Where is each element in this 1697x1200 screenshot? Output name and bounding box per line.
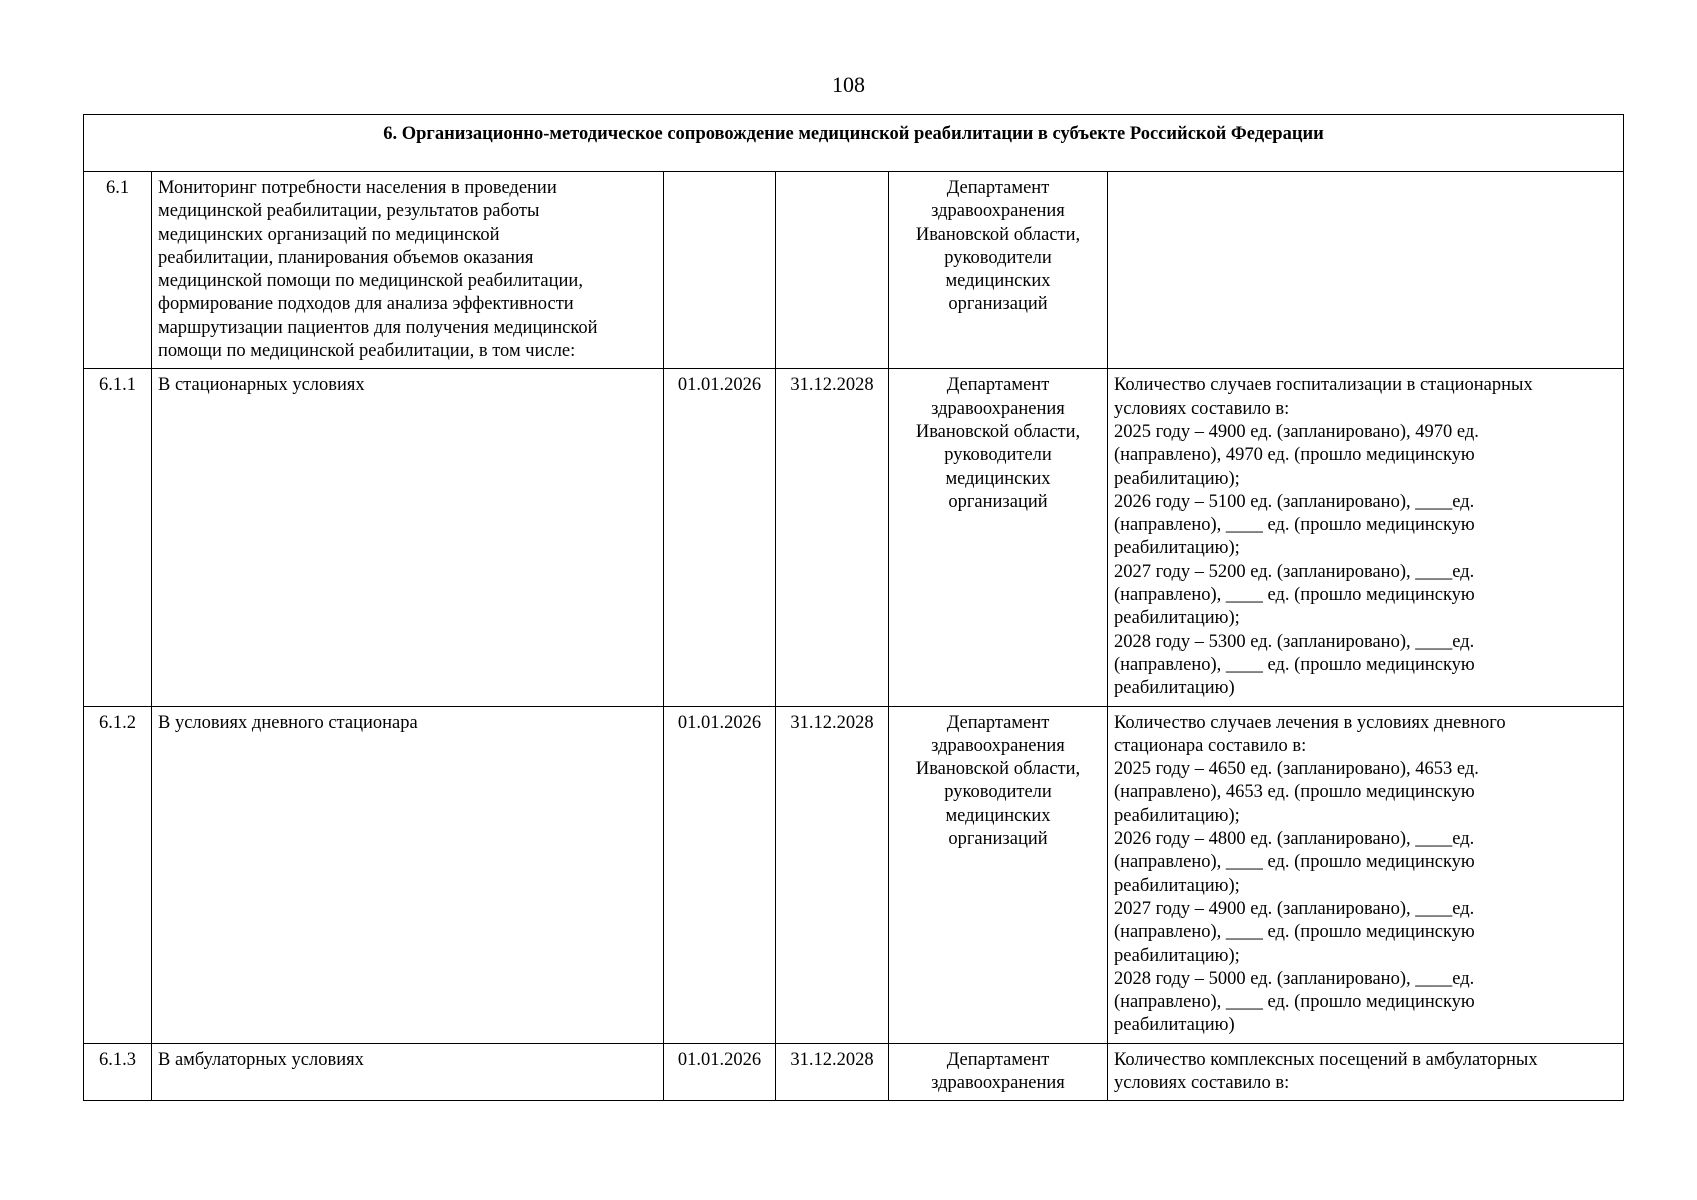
result	[1108, 172, 1624, 369]
row-description	[152, 1043, 664, 1101]
start-date: 01.01.2026	[664, 1043, 776, 1101]
result-line: 2028 году – 5000 ед. (запланировано), ____ед.	[1114, 968, 1475, 989]
result-line: реабилитацию);	[1114, 538, 1240, 559]
description-line: реабилитации, планирования объемов оказания	[158, 247, 534, 268]
measures-table	[83, 114, 1624, 1101]
table-row	[84, 706, 1624, 1043]
end-date: 31.12.2028	[776, 369, 889, 706]
description-line: помощи по медицинской реабилитации, в том числе:	[158, 341, 576, 362]
result	[1108, 369, 1624, 706]
responsible-line: здравоохранения	[931, 398, 1065, 419]
row-description	[152, 706, 664, 1043]
result-line: реабилитацию);	[1114, 468, 1240, 489]
result-line: 2025 году – 4900 ед. (запланировано), 4970 ед.	[1114, 421, 1479, 442]
description-line: Мониторинг потребности населения в проведении	[158, 178, 557, 198]
end-date: 31.12.2028	[776, 1043, 889, 1101]
responsible-line: организаций	[948, 829, 1048, 850]
result-line: Количество комплексных посещений в амбулаторных	[1114, 1049, 1538, 1070]
result	[1108, 1043, 1624, 1101]
result-line: (направлено), ____ ед. (прошло медицинскую	[1114, 585, 1475, 606]
responsible-line: организаций	[948, 294, 1048, 315]
result-line: (направлено), ____ ед. (прошло медицинскую	[1114, 654, 1475, 675]
row-number: 6.1.2	[84, 706, 152, 1043]
result-line: 2026 году – 4800 ед. (запланировано), ____ед.	[1114, 829, 1475, 850]
result-line: условиях составило в:	[1114, 1072, 1290, 1093]
responsible-line: медицинских	[945, 805, 1051, 826]
result-line: реабилитацию);	[1114, 608, 1240, 629]
result-line: 2025 году – 4650 ед. (запланировано), 4653 ед.	[1114, 759, 1479, 780]
result-line: условиях составило в:	[1114, 398, 1290, 419]
result-line: реабилитацию)	[1114, 678, 1235, 699]
end-date: 31.12.2028	[776, 706, 889, 1043]
result-line: стационара составило в:	[1114, 735, 1307, 756]
result-line: реабилитацию)	[1114, 1015, 1235, 1036]
responsible-line: руководители	[944, 247, 1052, 268]
responsible	[889, 706, 1108, 1043]
result-line: (направлено), ____ ед. (прошло медицинскую	[1114, 922, 1475, 943]
row-description	[152, 172, 664, 369]
responsible-line: руководители	[944, 445, 1052, 466]
description-line: формирование подходов для анализа эффективности	[158, 294, 574, 315]
result-line: (направлено), ____ ед. (прошло медицинскую	[1114, 515, 1475, 536]
responsible-line: здравоохранения	[931, 735, 1065, 756]
section-header-row	[84, 115, 1624, 172]
responsible-line: руководители	[944, 782, 1052, 803]
responsible-line: Департамент	[946, 1049, 1050, 1070]
responsible-line: медицинских	[945, 271, 1051, 292]
description-line: медицинской реабилитации, результатов работы	[158, 201, 540, 222]
result-line: Количество случаев лечения в условиях дневного	[1114, 712, 1506, 733]
responsible-line: Ивановской области,	[915, 421, 1081, 442]
description-line: В условиях дневного стационара	[158, 712, 418, 733]
result-line: 2026 году – 5100 ед. (запланировано), ____ед.	[1114, 491, 1475, 512]
result-line: (направлено), 4653 ед. (прошло медицинскую	[1114, 782, 1475, 803]
result-line: 2027 году – 4900 ед. (запланировано), ____ед.	[1114, 898, 1475, 919]
responsible-line: Департамент	[946, 178, 1050, 198]
responsible-line: Ивановской области,	[915, 224, 1081, 245]
description-line: В амбулаторных условиях	[158, 1049, 364, 1070]
responsible-line: Ивановской области,	[915, 759, 1081, 780]
description-line: медицинской помощи по медицинской реабилитации,	[158, 271, 583, 292]
responsible	[889, 172, 1108, 369]
responsible	[889, 1043, 1108, 1101]
description-line: медицинских организаций по медицинской	[158, 224, 500, 245]
result-line: реабилитацию);	[1114, 805, 1240, 826]
responsible-line: организаций	[948, 491, 1048, 512]
row-description	[152, 369, 664, 706]
row-number: 6.1	[84, 172, 152, 369]
responsible-line: медицинских	[945, 468, 1051, 489]
result-line: (направлено), 4970 ед. (прошло медицинскую	[1114, 445, 1475, 466]
result-line: Количество случаев госпитализации в стационарных	[1114, 375, 1533, 396]
result-line: 2028 году – 5300 ед. (запланировано), ____ед.	[1114, 631, 1475, 652]
description-line: В стационарных условиях	[158, 375, 365, 396]
responsible-line: здравоохранения	[931, 1072, 1065, 1093]
table-row	[84, 172, 1624, 369]
start-date	[664, 172, 776, 369]
responsible-line: Департамент	[946, 375, 1050, 396]
result-line: (направлено), ____ ед. (прошло медицинскую	[1114, 992, 1475, 1013]
row-number: 6.1.3	[84, 1043, 152, 1101]
end-date	[776, 172, 889, 369]
section-title: 6. Организационно-методическое сопровождение медицинской реабилитации в субъекте Российской Федерации	[84, 115, 1624, 172]
result-line: реабилитацию);	[1114, 945, 1240, 966]
start-date: 01.01.2026	[664, 706, 776, 1043]
result-line: (направлено), ____ ед. (прошло медицинскую	[1114, 852, 1475, 873]
row-number: 6.1.1	[84, 369, 152, 706]
table-row	[84, 369, 1624, 706]
result	[1108, 706, 1624, 1043]
responsible-line: Департамент	[946, 712, 1050, 733]
start-date: 01.01.2026	[664, 369, 776, 706]
page-number: 108	[832, 72, 865, 97]
result-line: реабилитацию);	[1114, 875, 1240, 896]
description-line: маршрутизации пациентов для получения медицинской	[158, 317, 598, 338]
table-row	[84, 1043, 1624, 1101]
result-line: 2027 году – 5200 ед. (запланировано), ____ед.	[1114, 561, 1475, 582]
responsible	[889, 369, 1108, 706]
responsible-line: здравоохранения	[931, 201, 1065, 222]
